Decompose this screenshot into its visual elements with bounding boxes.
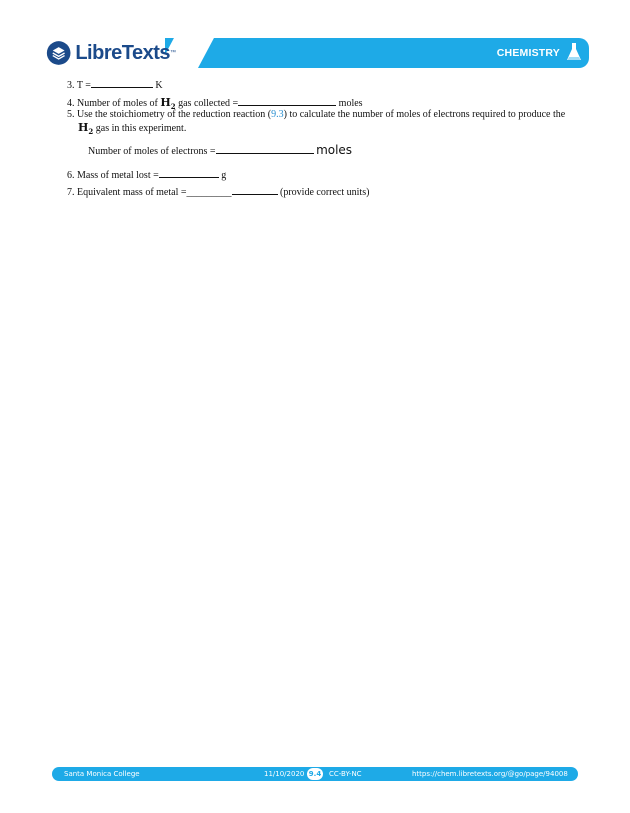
subject-label: CHEMISTRY [496, 47, 560, 59]
q5-species: $H_2$ [78, 121, 94, 137]
question-5-answer [88, 143, 352, 158]
q4-species: $H_2$ [160, 96, 176, 112]
footer-license: CC-BY-NC [329, 770, 362, 778]
q4-blank[interactable] [238, 95, 336, 106]
question-5-line2 [78, 121, 186, 138]
page-footer [52, 767, 578, 781]
q7-suffix: (provide correct units) [280, 187, 370, 198]
footer-institution: Santa Monica College [64, 770, 140, 778]
logo-text: LibreTexts [75, 41, 170, 64]
logo-trademark: ™ [170, 50, 176, 56]
q5-answer-label: Number of moles of electrons = [88, 146, 216, 157]
q3-prefix: 3. T = [67, 80, 91, 91]
q6-blank[interactable] [159, 167, 219, 178]
libretexts-logo-icon [46, 38, 71, 68]
q5-blank[interactable] [216, 143, 314, 154]
q6-prefix: 6. Mass of metal lost = [67, 170, 159, 181]
reaction-ref-link[interactable]: 9.3 [271, 109, 284, 120]
question-7 [67, 184, 369, 199]
q4-prefix: 4. Number of moles of [67, 98, 158, 109]
q7-blank[interactable] [232, 184, 278, 195]
q7-prefix: 7. Equivalent mass of metal =_________ [67, 187, 232, 198]
flask-icon [566, 42, 582, 62]
q6-unit: g [221, 170, 227, 181]
footer-date: 11/10/2020 [264, 770, 305, 778]
q5-text-b: ) to calculate the number of moles of electrons required to produce the [283, 109, 566, 120]
question-3 [67, 77, 163, 92]
question-5-line1 [67, 108, 565, 121]
q3-unit: K [155, 80, 163, 91]
q5-text-a: 5. Use the stoichiometry of the reduction reaction ( [67, 109, 272, 120]
footer-url[interactable]: https://chem.libretexts.org/@go/page/94008 [412, 770, 568, 778]
q4-mid: gas collected = [178, 98, 239, 109]
question-6 [67, 167, 226, 182]
q3-blank[interactable] [91, 77, 153, 88]
footer-page-number: 9.4 [308, 770, 322, 778]
q5-text-c: gas in this experiment. [95, 123, 187, 134]
page-header [40, 33, 592, 73]
q4-unit: moles [338, 98, 363, 109]
libretexts-logo[interactable] [46, 35, 176, 71]
q5-answer-unit: moles [316, 143, 353, 157]
